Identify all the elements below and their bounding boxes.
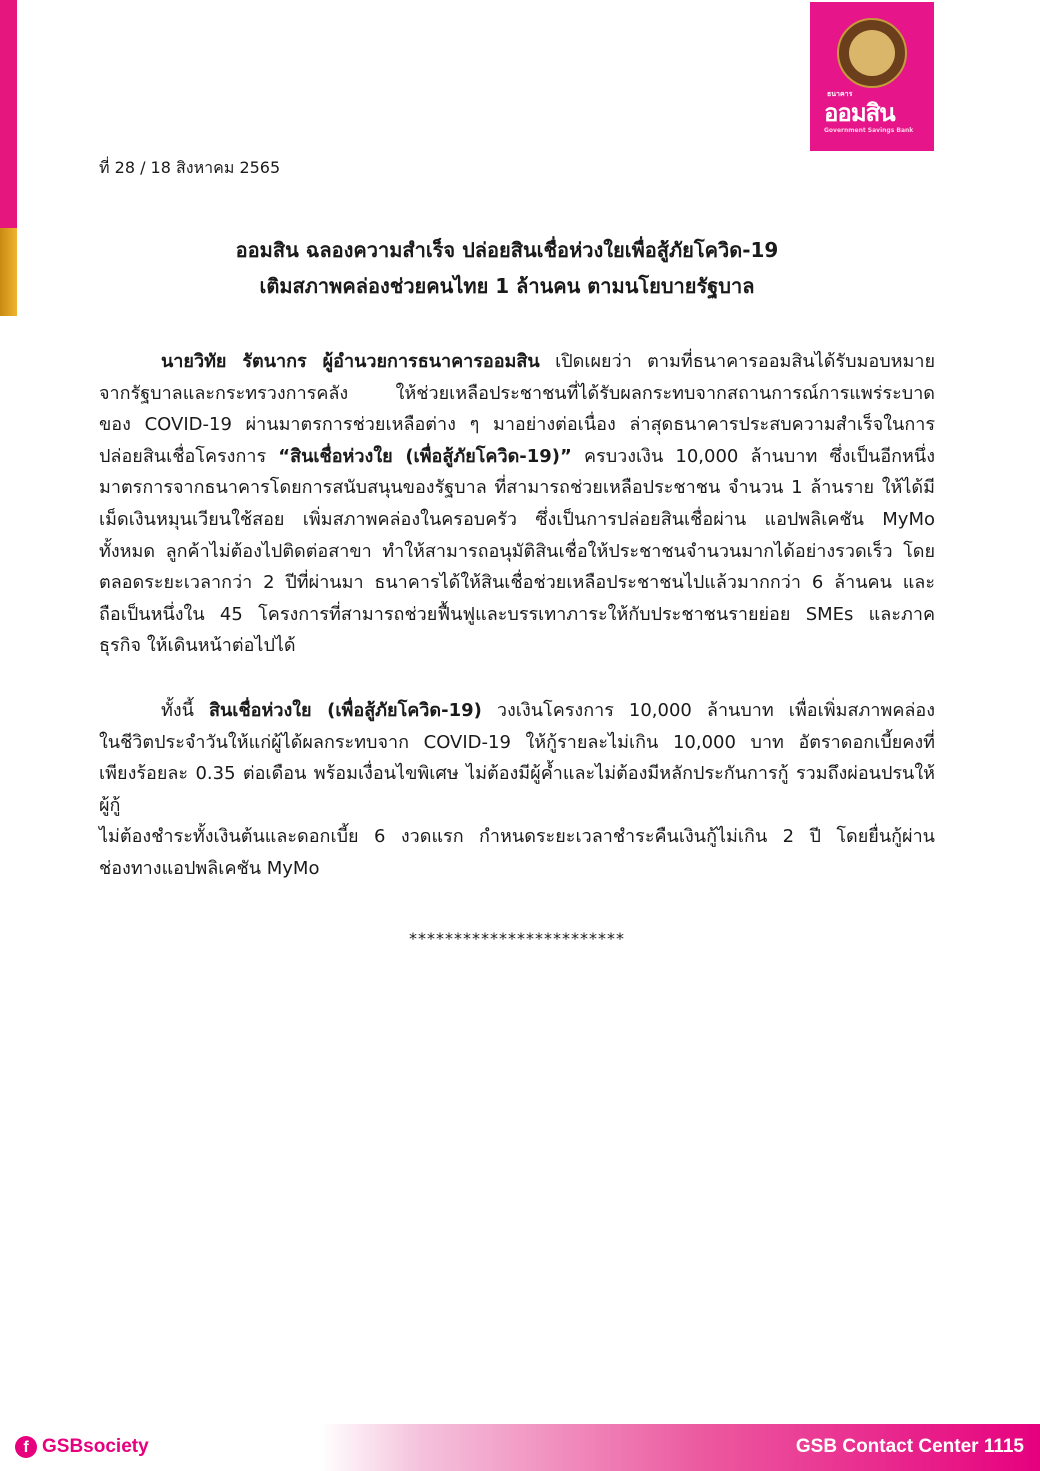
headline-line-2: เติมสภาพคล่องช่วยคนไทย 1 ล้านคน ตามนโยบายรัฐบาล [259,274,755,298]
paragraph-line [99,821,935,853]
paragraph-2 [99,695,935,885]
side-accent-pink [0,0,17,228]
text: ธุรกิจ ให้เดินหน้าต่อไปได้ [99,635,296,657]
gsb-logo [810,2,934,151]
bank-seal-icon [837,18,907,88]
text: ทั้งนี้ [161,699,209,721]
text: จากรัฐบาลและกระทรวงการคลัง ให้ช่วยเหลือประชาชนที่ได้รับผลกระทบจากสถานการณ์การแพร่ระบาด [99,382,935,404]
paragraph-line [99,472,935,504]
headline-line-1: ออมสิน ฉลองความสำเร็จ ปล่อยสินเชื่อห่วงใยเพื่อสู้ภัยโควิด-19 [235,238,779,262]
paragraph-line [99,409,935,441]
facebook-handle: GSBsociety [42,1436,149,1457]
separator: ************************ [409,928,625,948]
text: ถือเป็นหนึ่งใน 45 โครงการที่สามารถช่วยฟื้นฟูและบรรเทาภาระให้กับประชาชนรายย่อย SMEs และภาค [99,603,935,625]
text: เปิดเผยว่า ตามที่ธนาคารออมสินได้รับมอบหมาย [539,351,936,372]
text: ทั้งหมด ลูกค้าไม่ต้องไปติดต่อสาขา ทำให้สามารถอนุมัติสินเชื่อให้ประชาชนจำนวนมากได้อย่างรวดเร็ว โดย [99,540,935,562]
bold-text: นายวิทัย รัตนากร ผู้อำนวยการธนาคารออมสิน [161,351,540,372]
contact-center: GSB Contact Center 1115 [795,1436,1024,1457]
paragraph-line [99,853,935,885]
text: ของ COVID-19 ผ่านมาตรการช่วยเหลือต่าง ๆ มาอย่างต่อเนื่อง ล่าสุดธนาคารประสบความสำเร็จในการ [99,414,935,436]
text: ครบวงเงิน 10,000 ล้านบาท ซึ่งเป็นอีกหนึ่ง [571,445,935,467]
logo-subtitle: Government Savings Bank [824,127,914,134]
paragraph-line [99,727,935,759]
text: มาตรการจากธนาคารโดยการสนับสนุนของรัฐบาล ที่สามารถช่วยเหลือประชาชน จำนวน 1 ล้านราย ให้ได้มี [99,477,935,499]
text: ในชีวิตประจำวันให้แก่ผู้ได้ผลกระทบจาก COVID-19 ให้กู้รายละไม่เกิน 10,000 บาท อัตราดอกเบี้ยคงที่ [99,731,935,753]
paragraph-line [99,758,935,821]
paragraph-line [99,378,935,410]
text: ช่องทางแอปพลิเคชัน MyMo [99,857,320,879]
paragraph-line [99,599,935,631]
facebook-icon: f [15,1436,37,1458]
logo-small-text: ธนาคาร [827,90,853,98]
paragraph-line [99,504,935,536]
paragraph-line [99,441,935,473]
text: ไม่ต้องชำระทั้งเงินต้นและดอกเบี้ย 6 งวดแรก กำหนดระยะเวลาชำระคืนเงินกู้ไม่เกิน 2 ปี โดยยื่นกู้ผ่าน [99,826,935,848]
text: ตลอดระยะเวลากว่า 2 ปีที่ผ่านมา ธนาคารได้ให้สินเชื่อช่วยเหลือประชาชนไปแล้วมากกว่า 6 ล้านคน และ [99,572,935,594]
paragraph-line [99,630,935,662]
paragraph-1 [99,346,935,662]
bold-text: สินเชื่อห่วงใย (เพื่อสู้ภัยโควิด-19) [209,699,482,721]
text: ปล่อยสินเชื่อโครงการ [99,445,279,467]
text: เพียงร้อยละ 0.35 ต่อเดือน พร้อมเงื่อนไขพิเศษ ไม่ต้องมีผู้ค้ำและไม่ต้องมีหลักประกันการกู้ รวมถึงผ่อนปรนให้ผู้กู้ [99,763,935,816]
body-content [99,346,935,948]
bold-text: “สินเชื่อห่วงใย (เพื่อสู้ภัยโควิด-19)” [278,445,572,467]
logo-name: ออมสิน [824,99,895,127]
paragraph-line [99,567,935,599]
facebook-link[interactable] [15,1436,149,1458]
paragraph-line [99,346,935,378]
paragraph-line [99,536,935,568]
paragraph-line [99,695,935,727]
document-reference: ที่ 28 / 18 สิงหาคม 2565 [99,158,281,177]
logo-text-block [824,90,930,135]
text: วงเงินโครงการ 10,000 ล้านบาท เพื่อเพิ่มสภาพคล่อง [481,699,935,721]
text: เม็ดเงินหมุนเวียนใช้สอย เพิ่มสภาพคล่องในครอบครัว ซึ่งเป็นการปล่อยสินเชื่อผ่าน แอปพลิเคชัน MyMo [99,508,935,530]
